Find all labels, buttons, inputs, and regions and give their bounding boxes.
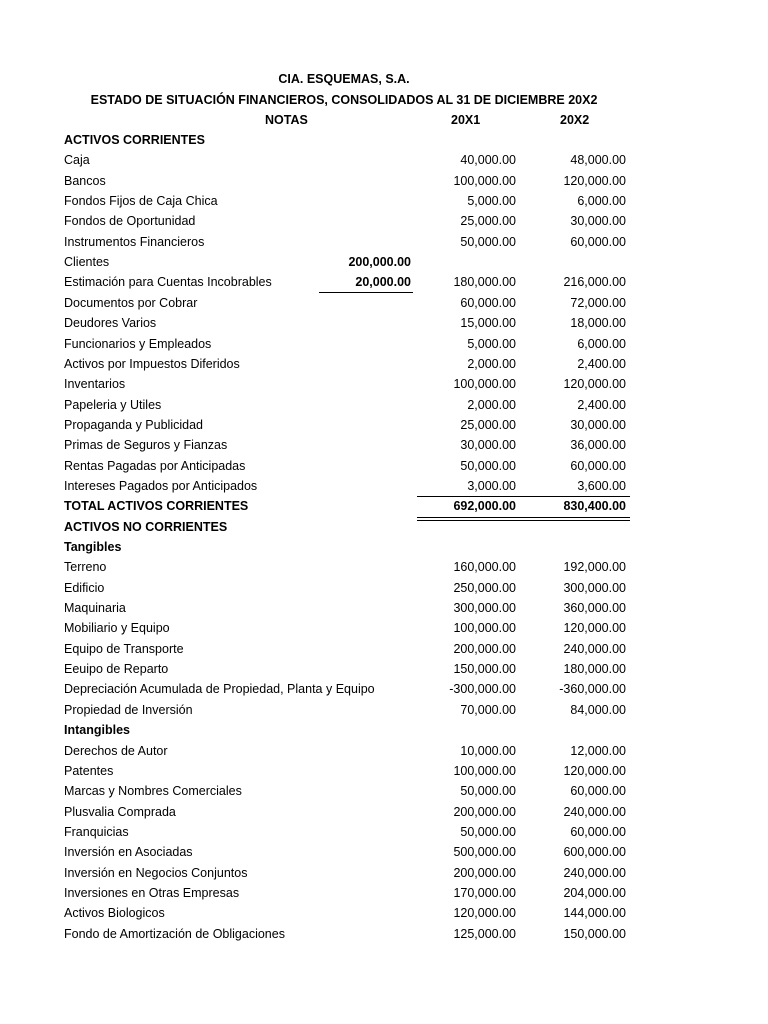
- row-label: Clientes: [64, 255, 110, 270]
- row-label: Inversión en Negocios Conjuntos: [64, 865, 248, 880]
- table-row: [0, 927, 768, 947]
- value-20x1: 100,000.00: [453, 621, 516, 636]
- value-20x2: 192,000.00: [563, 560, 626, 575]
- row-label: Marcas y Nombres Comerciales: [64, 784, 242, 799]
- total-double-rule-2: [417, 520, 630, 521]
- table-row: [0, 581, 768, 601]
- row-label: ACTIVOS NO CORRIENTES: [64, 519, 228, 534]
- value-20x2: 36,000.00: [570, 438, 626, 453]
- value-20x2: 48,000.00: [570, 153, 626, 168]
- value-20x2: 300,000.00: [563, 580, 626, 595]
- value-20x2: 120,000.00: [563, 173, 626, 188]
- total-row: [0, 499, 768, 519]
- total-top-rule: [417, 496, 630, 497]
- value-20x2: -360,000.00: [559, 682, 626, 697]
- value-20x1: 150,000.00: [453, 662, 516, 677]
- row-label: Plusvalia Comprada: [64, 804, 176, 819]
- row-label: Fondos Fijos de Caja Chica: [64, 194, 218, 209]
- row-label: Rentas Pagadas por Anticipadas: [64, 458, 246, 473]
- value-20x1: 10,000.00: [460, 743, 516, 758]
- value-20x1: 70,000.00: [460, 702, 516, 717]
- value-20x1: 15,000.00: [460, 316, 516, 331]
- row-label: Inversión en Asociadas: [64, 845, 193, 860]
- row-label: Funcionarios y Empleados: [64, 336, 212, 351]
- row-label: Bancos: [64, 173, 106, 188]
- table-row: [0, 886, 768, 906]
- notes-value: 200,000.00: [348, 255, 411, 270]
- row-label: Papeleria y Utiles: [64, 397, 162, 412]
- value-20x2: 2,400.00: [577, 397, 626, 412]
- value-20x1: 25,000.00: [460, 417, 516, 432]
- value-20x1: 300,000.00: [453, 601, 516, 616]
- table-row: [0, 214, 768, 234]
- value-20x1: 160,000.00: [453, 560, 516, 575]
- value-20x2: 240,000.00: [563, 865, 626, 880]
- table-row: [0, 764, 768, 784]
- value-20x1: 40,000.00: [460, 153, 516, 168]
- value-20x1: 60,000.00: [460, 295, 516, 310]
- table-row: [0, 357, 768, 377]
- row-label: ACTIVOS CORRIENTES: [64, 133, 205, 147]
- table-row: [0, 337, 768, 357]
- section-heading: [0, 540, 768, 560]
- row-label: Tangibles: [64, 540, 122, 554]
- row-label: Fondos de Oportunidad: [64, 214, 196, 229]
- row-label: Instrumentos Financieros: [64, 234, 205, 249]
- section-heading: [0, 723, 768, 743]
- value-20x2: 120,000.00: [563, 621, 626, 636]
- table-row: [0, 255, 768, 275]
- value-20x1: 250,000.00: [453, 580, 516, 595]
- value-20x2: 60,000.00: [570, 784, 626, 799]
- value-20x2: 150,000.00: [563, 926, 626, 941]
- value-20x1: 120,000.00: [453, 906, 516, 921]
- table-row: [0, 377, 768, 397]
- value-20x1: 25,000.00: [460, 214, 516, 229]
- value-20x1: 100,000.00: [453, 763, 516, 778]
- table-row: [0, 845, 768, 865]
- table-row: [0, 174, 768, 194]
- table-row: [0, 418, 768, 438]
- value-20x2: 240,000.00: [563, 804, 626, 819]
- column-header-20x2: 20X2: [560, 113, 590, 127]
- row-label: Activos Biologicos: [64, 906, 165, 921]
- value-20x1: 30,000.00: [460, 438, 516, 453]
- value-20x1: 125,000.00: [453, 926, 516, 941]
- table-row: [0, 194, 768, 214]
- notes-subtotal-rule: [319, 292, 413, 293]
- value-20x2: 360,000.00: [563, 601, 626, 616]
- value-20x1: 50,000.00: [460, 784, 516, 799]
- value-20x2: 240,000.00: [563, 641, 626, 656]
- value-20x1: 5,000.00: [467, 194, 516, 209]
- table-row: [0, 825, 768, 845]
- table-row: [0, 601, 768, 621]
- notes-value: 20,000.00: [355, 275, 411, 290]
- table-row: [0, 621, 768, 641]
- row-label: Terreno: [64, 560, 107, 575]
- value-20x2: 144,000.00: [563, 906, 626, 921]
- value-20x1: 170,000.00: [453, 885, 516, 900]
- row-label: Edificio: [64, 580, 105, 595]
- value-20x1: 100,000.00: [453, 377, 516, 392]
- table-row: [0, 296, 768, 316]
- value-20x2: 3,600.00: [577, 478, 626, 493]
- value-20x2: 120,000.00: [563, 377, 626, 392]
- row-label: Equipo de Transporte: [64, 641, 184, 656]
- value-20x2: 216,000.00: [563, 275, 626, 290]
- row-label: Mobiliario y Equipo: [64, 621, 170, 636]
- row-label: Documentos por Cobrar: [64, 295, 198, 310]
- row-label: Maquinaria: [64, 601, 126, 616]
- value-20x2: 30,000.00: [570, 214, 626, 229]
- row-label: Inversiones en Otras Empresas: [64, 885, 240, 900]
- total-double-rule-1: [417, 517, 630, 518]
- value-20x1: 50,000.00: [460, 458, 516, 473]
- value-20x1: 3,000.00: [467, 478, 516, 493]
- company-name: CIA. ESQUEMAS, S.A.: [278, 72, 410, 86]
- table-row: [0, 784, 768, 804]
- table-row: [0, 682, 768, 702]
- table-row: [0, 560, 768, 580]
- value-20x2: 120,000.00: [563, 763, 626, 778]
- table-row: [0, 235, 768, 255]
- value-20x2: 180,000.00: [563, 662, 626, 677]
- row-label: Propiedad de Inversión: [64, 702, 193, 717]
- row-label: Depreciación Acumulada de Propiedad, Planta y Equipo: [64, 682, 375, 697]
- table-row: [0, 642, 768, 662]
- row-label: Intangibles: [64, 723, 130, 738]
- table-row: [0, 479, 768, 499]
- value-20x2: 204,000.00: [563, 885, 626, 900]
- value-20x2: 60,000.00: [570, 458, 626, 473]
- value-20x1: 2,000.00: [467, 356, 516, 371]
- value-20x1: 180,000.00: [453, 275, 516, 290]
- table-row: [0, 459, 768, 479]
- row-label: Inventarios: [64, 377, 126, 392]
- value-20x1: 500,000.00: [453, 845, 516, 860]
- row-label: Franquicias: [64, 824, 129, 839]
- table-row: [0, 662, 768, 682]
- value-20x1: 200,000.00: [453, 865, 516, 880]
- row-label: Primas de Seguros y Fianzas: [64, 438, 228, 453]
- value-20x1: 692,000.00: [453, 499, 516, 514]
- value-20x1: 2,000.00: [467, 397, 516, 412]
- value-20x1: 5,000.00: [467, 336, 516, 351]
- value-20x2: 6,000.00: [577, 194, 626, 209]
- row-label: Intereses Pagados por Anticipados: [64, 478, 258, 493]
- value-20x2: 84,000.00: [570, 702, 626, 717]
- value-20x1: 50,000.00: [460, 234, 516, 249]
- table-row: [0, 866, 768, 886]
- section-heading: [0, 133, 768, 153]
- row-label: Patentes: [64, 763, 114, 778]
- value-20x2: 12,000.00: [570, 743, 626, 758]
- value-20x2: 18,000.00: [570, 316, 626, 331]
- table-row: [0, 153, 768, 173]
- table-row: [0, 805, 768, 825]
- row-label: Deudores Varios: [64, 316, 157, 331]
- value-20x1: 50,000.00: [460, 824, 516, 839]
- value-20x2: 72,000.00: [570, 295, 626, 310]
- table-row: [0, 703, 768, 723]
- value-20x2: 60,000.00: [570, 234, 626, 249]
- row-label: Activos por Impuestos Diferidos: [64, 356, 240, 371]
- table-row: [0, 744, 768, 764]
- row-label: Fondo de Amortización de Obligaciones: [64, 926, 285, 941]
- value-20x2: 60,000.00: [570, 824, 626, 839]
- row-label: Propaganda y Publicidad: [64, 417, 203, 432]
- value-20x1: 200,000.00: [453, 804, 516, 819]
- table-row: [0, 906, 768, 926]
- row-label: Caja: [64, 153, 90, 168]
- value-20x2: 6,000.00: [577, 336, 626, 351]
- value-20x2: 30,000.00: [570, 417, 626, 432]
- row-label: Eeuipo de Reparto: [64, 662, 169, 677]
- table-row: [0, 316, 768, 336]
- value-20x1: 200,000.00: [453, 641, 516, 656]
- value-20x1: 100,000.00: [453, 173, 516, 188]
- table-row: [0, 398, 768, 418]
- column-header-notes: NOTAS: [265, 113, 308, 127]
- value-20x2: 2,400.00: [577, 356, 626, 371]
- row-label: Estimación para Cuentas Incobrables: [64, 275, 272, 290]
- row-label: Derechos de Autor: [64, 743, 168, 758]
- statement-title: ESTADO DE SITUACIÓN FINANCIEROS, CONSOLIDADOS AL 31 DE DICIEMBRE 20X2: [90, 93, 598, 107]
- column-header-20x1: 20X1: [451, 113, 481, 127]
- value-20x2: 600,000.00: [563, 845, 626, 860]
- table-row: [0, 438, 768, 458]
- value-20x1: -300,000.00: [449, 682, 516, 697]
- section-heading: [0, 520, 768, 540]
- value-20x2: 830,400.00: [563, 499, 626, 514]
- row-label: TOTAL ACTIVOS CORRIENTES: [64, 499, 249, 514]
